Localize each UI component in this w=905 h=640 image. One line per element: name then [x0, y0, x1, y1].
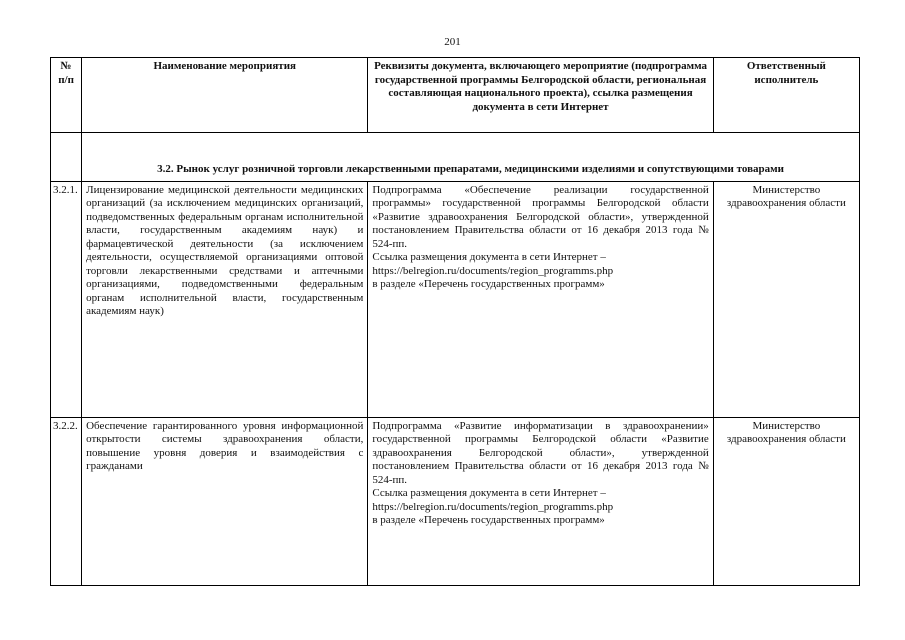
header-responsible: Ответственный исполнитель: [713, 58, 859, 133]
link-caption: Ссылка размещения документа в сети Интернет –: [372, 251, 606, 263]
section-row: [51, 133, 860, 182]
link-caption: Ссылка размещения документа в сети Интернет –: [372, 487, 606, 499]
document-text: Подпрограмма «Развитие информатизации в здравоохранении» государственной программы Белгородской области «Развитие здравоохранения Белгородской области», утвержденной постановлением Правительства области от 16 декабря 2013 года № 524-пп.: [372, 419, 709, 486]
header-requisites: Реквизиты документа, включающего мероприятие (подпрограмма государственной программы Белгородской области, региональная составляющая национального проекта), ссылка размещения документа в сети Интернет: [368, 58, 713, 133]
row-number: 3.2.1.: [51, 181, 82, 417]
measure-name: Лицензирование медицинской деятельности медицинских организаций (за исключением медицинских организаций, подведомственных федеральным органам исполнительной власти, государственным академиям наук) и фармацевтической деятельности (за исключением деятельности, осуществляемой организациями оптовой торговли лекарственными средствами и аптечными организациями, подведомственными федеральным органам исполнительной власти, государственным академиям наук): [82, 181, 368, 417]
measure-name: Обеспечение гарантированного уровня информационной открытости системы здравоохранения области, повышение уровня доверия и взаимодействия с гражданами: [82, 417, 368, 585]
section-title: 3.2. Рынок услуг розничной торговли лекарственными препаратами, медицинскими изделиями и сопутствующими товарами: [82, 133, 860, 182]
page-number: 201: [444, 36, 461, 48]
responsible-executor: Министерство здравоохранения области: [713, 181, 859, 417]
document-requisites: [368, 181, 713, 417]
section-reference: в разделе «Перечень государственных программ»: [372, 278, 605, 290]
document-link[interactable]: https://belregion.ru/documents/region_programms.php: [372, 500, 614, 513]
section-reference: в разделе «Перечень государственных программ»: [372, 514, 605, 526]
table-header-row: [51, 58, 860, 133]
row-number: 3.2.2.: [51, 417, 82, 585]
section-num-cell: [51, 133, 82, 182]
table-row: [51, 417, 860, 585]
header-name: Наименование мероприятия: [82, 58, 368, 133]
responsible-executor: Министерство здравоохранения области: [713, 417, 859, 585]
document-text: Подпрограмма «Обеспечение реализации государственной программы» государственной программы Белгородской области «Развитие здравоохранения Белгородской области», утвержденной постановлением Правительства области от 16 декабря 2013 года № 524-пп.: [372, 183, 709, 250]
document-link[interactable]: https://belregion.ru/documents/region_programms.php: [372, 264, 614, 277]
document-requisites: [368, 417, 713, 585]
measures-table: [50, 57, 860, 586]
header-num: № п/п: [51, 58, 82, 133]
table-row: [51, 181, 860, 417]
